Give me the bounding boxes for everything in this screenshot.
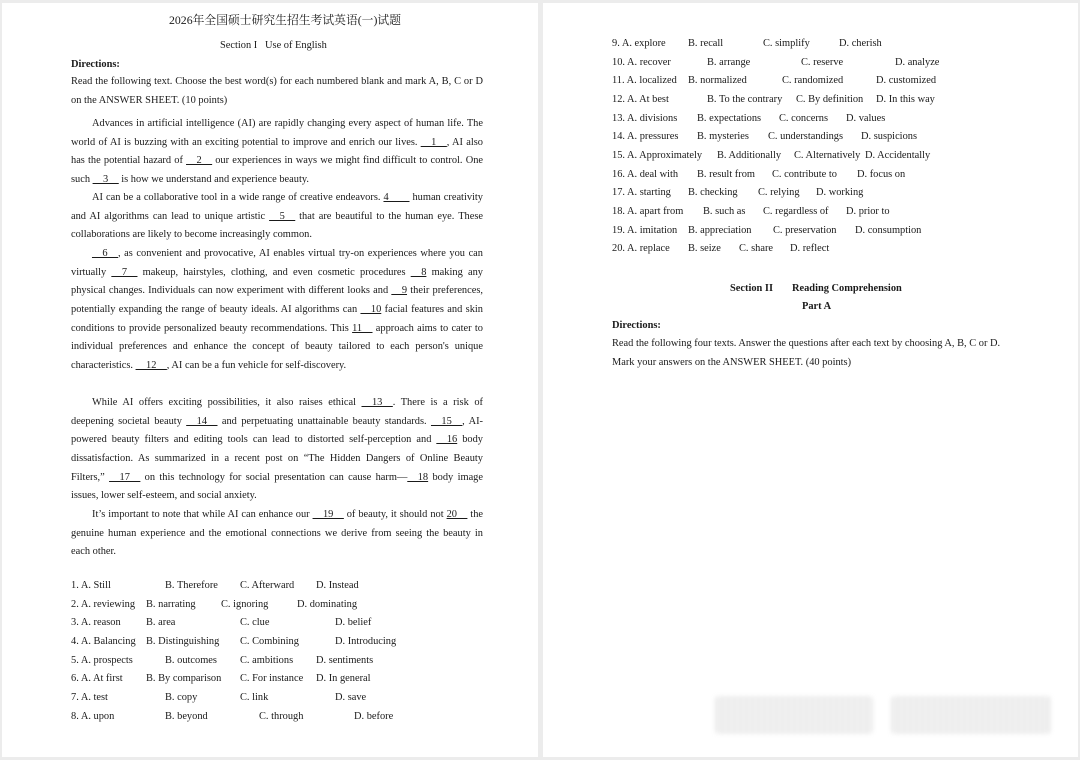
option-question-a: 15. A. Approximately <box>612 149 703 161</box>
option-choice: B. beyond <box>165 710 208 722</box>
option-choice: D. working <box>816 187 864 199</box>
section2-directions-line1: Read the following four texts. Answer the questions after each text by choosing A, B, C or D. <box>612 338 1001 349</box>
option-choice: C. link <box>240 691 269 703</box>
option-choice: B. area <box>146 617 176 629</box>
passage-text: our experiences in ways we might find difficult to control. One such <box>71 155 484 185</box>
passage-paragraph-1 <box>71 115 483 190</box>
passage-paragraph-4 <box>71 394 483 506</box>
option-choice: B. expectations <box>697 112 762 124</box>
passage-blank: __18 <box>407 471 429 483</box>
option-choice: D. Introducing <box>335 635 397 647</box>
passage-text: , as convenient and provocative, AI enables virtual try-on experiences where you can virtually <box>71 248 483 278</box>
option-choice: B. Additionally <box>717 149 782 161</box>
option-choice: C. For instance <box>240 673 304 685</box>
option-question-a: 3. A. reason <box>71 617 121 629</box>
section2-directions-line2: Mark your answers on the ANSWER SHEET. (40 points) <box>612 357 852 368</box>
option-choice: D. analyze <box>895 56 940 68</box>
option-choice: C. Combining <box>240 635 299 647</box>
option-choice: D. Accidentally <box>865 149 931 161</box>
option-choice: B. copy <box>165 691 198 703</box>
option-question-a: 2. A. reviewing <box>71 598 136 610</box>
option-choice: B. Therefore <box>165 580 218 591</box>
option-choice: C. By definition <box>796 93 864 105</box>
option-choice: D. before <box>354 710 394 722</box>
option-choice: B. narrating <box>146 598 196 610</box>
option-question-a: 12. A. At best <box>612 93 669 105</box>
option-question-a: 5. A. prospects <box>71 654 133 666</box>
option-choice: C. Afterward <box>240 580 295 591</box>
option-choice: D. In this way <box>876 93 935 105</box>
passage-blank: __7__ <box>111 266 138 278</box>
option-choice: D. save <box>335 691 367 703</box>
option-choice: C. ignoring <box>221 598 269 610</box>
passage-text: , AI can be a fun vehicle for self-discovery. <box>166 359 347 371</box>
option-choice: D. reflect <box>790 243 830 255</box>
option-question-a: 8. A. upon <box>71 710 115 722</box>
option-question-a: 18. A. apart from <box>612 205 684 217</box>
option-choice: B. Distinguishing <box>146 635 220 647</box>
passage-text: , AI also has the potential hazard of <box>71 136 483 167</box>
passage-blank: __3__ <box>92 173 119 185</box>
directions-label: Directions: <box>71 59 120 70</box>
passage-text: the genuine human experience and the emotional connections we derive from seeing the beauty in each other. <box>71 509 483 558</box>
passage-text: is how we understand and experience beauty. <box>118 173 309 185</box>
option-choice: C. simplify <box>763 38 810 49</box>
option-choice: B. normalized <box>688 75 747 87</box>
option-choice: C. contribute to <box>772 168 837 180</box>
passage-blank: __9 <box>391 285 408 297</box>
option-choice: D. dominating <box>297 598 358 610</box>
passage-text: AI can be a collaborative tool in a wide range of creative endeavors. <box>92 192 384 203</box>
option-question-a: 7. A. test <box>71 691 108 703</box>
option-choice: C. clue <box>240 617 270 629</box>
option-choice: B. mysteries <box>697 131 749 143</box>
option-question-a: 19. A. imitation <box>612 224 678 236</box>
option-choice: B. checking <box>688 187 738 199</box>
option-choice: D. focus on <box>857 168 906 180</box>
passage-blank: __14__ <box>186 415 218 427</box>
option-choice: B. To the contrary <box>707 93 783 105</box>
option-question-a: 14. A. pressures <box>612 131 679 143</box>
option-choice: B. such as <box>703 205 746 217</box>
passage-blank: __5__ <box>269 210 296 222</box>
blurred-watermark-right <box>891 696 1051 734</box>
option-choice: D. sentiments <box>316 654 374 666</box>
passage-blank: __2__ <box>186 155 213 167</box>
option-question-a: 1. A. Still <box>71 580 111 591</box>
passage-text: human creativity and AI algorithms can lead to unique artistic <box>71 192 483 222</box>
exam-title: 2026年全国硕士研究生招生考试英语(一)试题 <box>169 13 401 27</box>
passage-blank: __15__ <box>431 415 463 427</box>
passage-text: that are beautiful to the human eye. These collaborations are likely to become increasingly common. <box>71 210 484 241</box>
option-choice: B. arrange <box>707 56 751 68</box>
option-question-a: 4. A. Balancing <box>71 635 136 647</box>
option-choice: D. suspicions <box>861 131 917 143</box>
option-question-a: 13. A. divisions <box>612 112 678 124</box>
passage-blank: __13__ <box>361 397 393 408</box>
option-choice: D. customized <box>876 75 937 87</box>
passage-blank: __19__ <box>312 509 344 520</box>
option-question-a: 16. A. deal with <box>612 168 679 180</box>
passage-text: Advances in artificial intelligence (AI) are rapidly changing every aspect of human life. The world of AI is buzzing with an exciting potential to improve and enrich our lives. <box>71 118 483 148</box>
option-choice: D. consumption <box>855 224 922 236</box>
passage-blank: 4____ <box>383 192 410 203</box>
passage-text: While AI offers exciting possibilities, it also raises ethical <box>92 397 362 408</box>
option-choice: C. ambitions <box>240 654 294 666</box>
passage-blank: __12__ <box>135 359 167 371</box>
passage-blank: __8 <box>410 266 427 278</box>
section1-heading: Section I Use of English <box>220 40 327 51</box>
passage-blank: __16 <box>436 434 458 446</box>
option-choice: C. share <box>739 243 774 255</box>
option-choice: C. regardless of <box>763 205 829 217</box>
passage-blank: __17__ <box>109 471 141 483</box>
option-question-a: 6. A. At first <box>71 673 123 685</box>
passage-paragraph-2 <box>71 189 483 245</box>
passage-text: body dissatisfaction. As summarized in a recent post on “The Hidden Dangers of Online Beauty Filters,” <box>71 434 483 483</box>
option-choice: C. concerns <box>779 112 829 124</box>
passage-text: their preferences, potentially expanding the range of beauty ideals. AI algorithms can <box>71 285 483 315</box>
blurred-watermark-left <box>715 696 873 734</box>
option-choice: C. preservation <box>773 224 837 236</box>
passage-paragraph-3 <box>71 245 483 376</box>
option-choice: C. reserve <box>801 56 844 68</box>
passage-text: approach aims to cater to individual preferences and enhance the concept of beauty tailored to each person's unique characteristics. <box>71 322 483 371</box>
section2-heading-title: Reading Comprehension <box>792 283 902 294</box>
passage-blank: __1__ <box>420 136 447 148</box>
passage-text: makeup, hairstyles, clothing, and even cosmetic procedures <box>137 266 411 278</box>
passage-text: body image issues, lower self-esteem, and social anxiety. <box>71 471 483 502</box>
passage-text: . There is a risk of deepening societal beauty <box>71 397 483 427</box>
passage-text: facial features and skin conditions to provide personalized beauty recommendations. This <box>71 303 483 334</box>
option-choice: B. outcomes <box>165 654 217 666</box>
option-choice: B. appreciation <box>688 224 752 236</box>
passage-text: and perpetuating unattainable beauty standards. <box>217 415 431 427</box>
option-question-a: 11. A. localized <box>612 75 677 87</box>
passage-blank: __10 <box>360 303 382 315</box>
option-choice: D. cherish <box>839 38 882 49</box>
option-choice: D. prior to <box>846 205 890 217</box>
passage-blank: 20__ <box>446 509 468 520</box>
option-choice: C. through <box>259 710 304 722</box>
section2-heading-label: Section II <box>730 283 774 294</box>
exam-page-left <box>2 3 538 757</box>
option-choice: C. relying <box>758 187 800 199</box>
option-choice: B. result from <box>697 168 756 180</box>
passage-blank: 11__ <box>352 322 373 334</box>
directions-text: Read the following text. Choose the best word(s) for each numbered blank and mark A, B, C or D on the ANSWER SHEET. (10 points) <box>71 76 483 106</box>
option-question-a: 10. A. recover <box>612 56 671 68</box>
option-question-a: 9. A. explore <box>612 38 666 49</box>
option-choice: D. belief <box>335 617 372 629</box>
option-choice: C. Alternatively <box>794 149 861 161</box>
passage-blank: __6__ <box>92 248 118 259</box>
passage-paragraph-5 <box>71 506 483 562</box>
option-choice: D. values <box>846 112 886 124</box>
option-choice: D. In general <box>316 673 371 685</box>
exam-page-right <box>543 3 1078 757</box>
option-choice: B. seize <box>688 243 721 255</box>
passage-text: It’s important to note that while AI can enhance our <box>92 509 313 520</box>
option-choice: C. understandings <box>768 131 844 143</box>
section2-part: Part A <box>802 301 832 312</box>
passage-text: , AI-powered beauty filters and editing tools can lead to distorted self-perception and <box>71 415 484 446</box>
option-choice: B. recall <box>688 38 724 49</box>
option-choice: C. randomized <box>782 75 844 87</box>
passage-text: of beauty, it should not <box>343 509 447 520</box>
passage-text: on this technology for social presentation can cause harm— <box>140 471 408 483</box>
option-choice: B. By comparison <box>146 673 222 685</box>
option-question-a: 17. A. starting <box>612 187 671 199</box>
section2-directions-label: Directions: <box>612 320 661 331</box>
option-choice: D. Instead <box>316 580 359 591</box>
option-question-a: 20. A. replace <box>612 243 670 255</box>
passage-text: making any physical changes. Individuals can now experiment with different looks and <box>71 266 483 297</box>
